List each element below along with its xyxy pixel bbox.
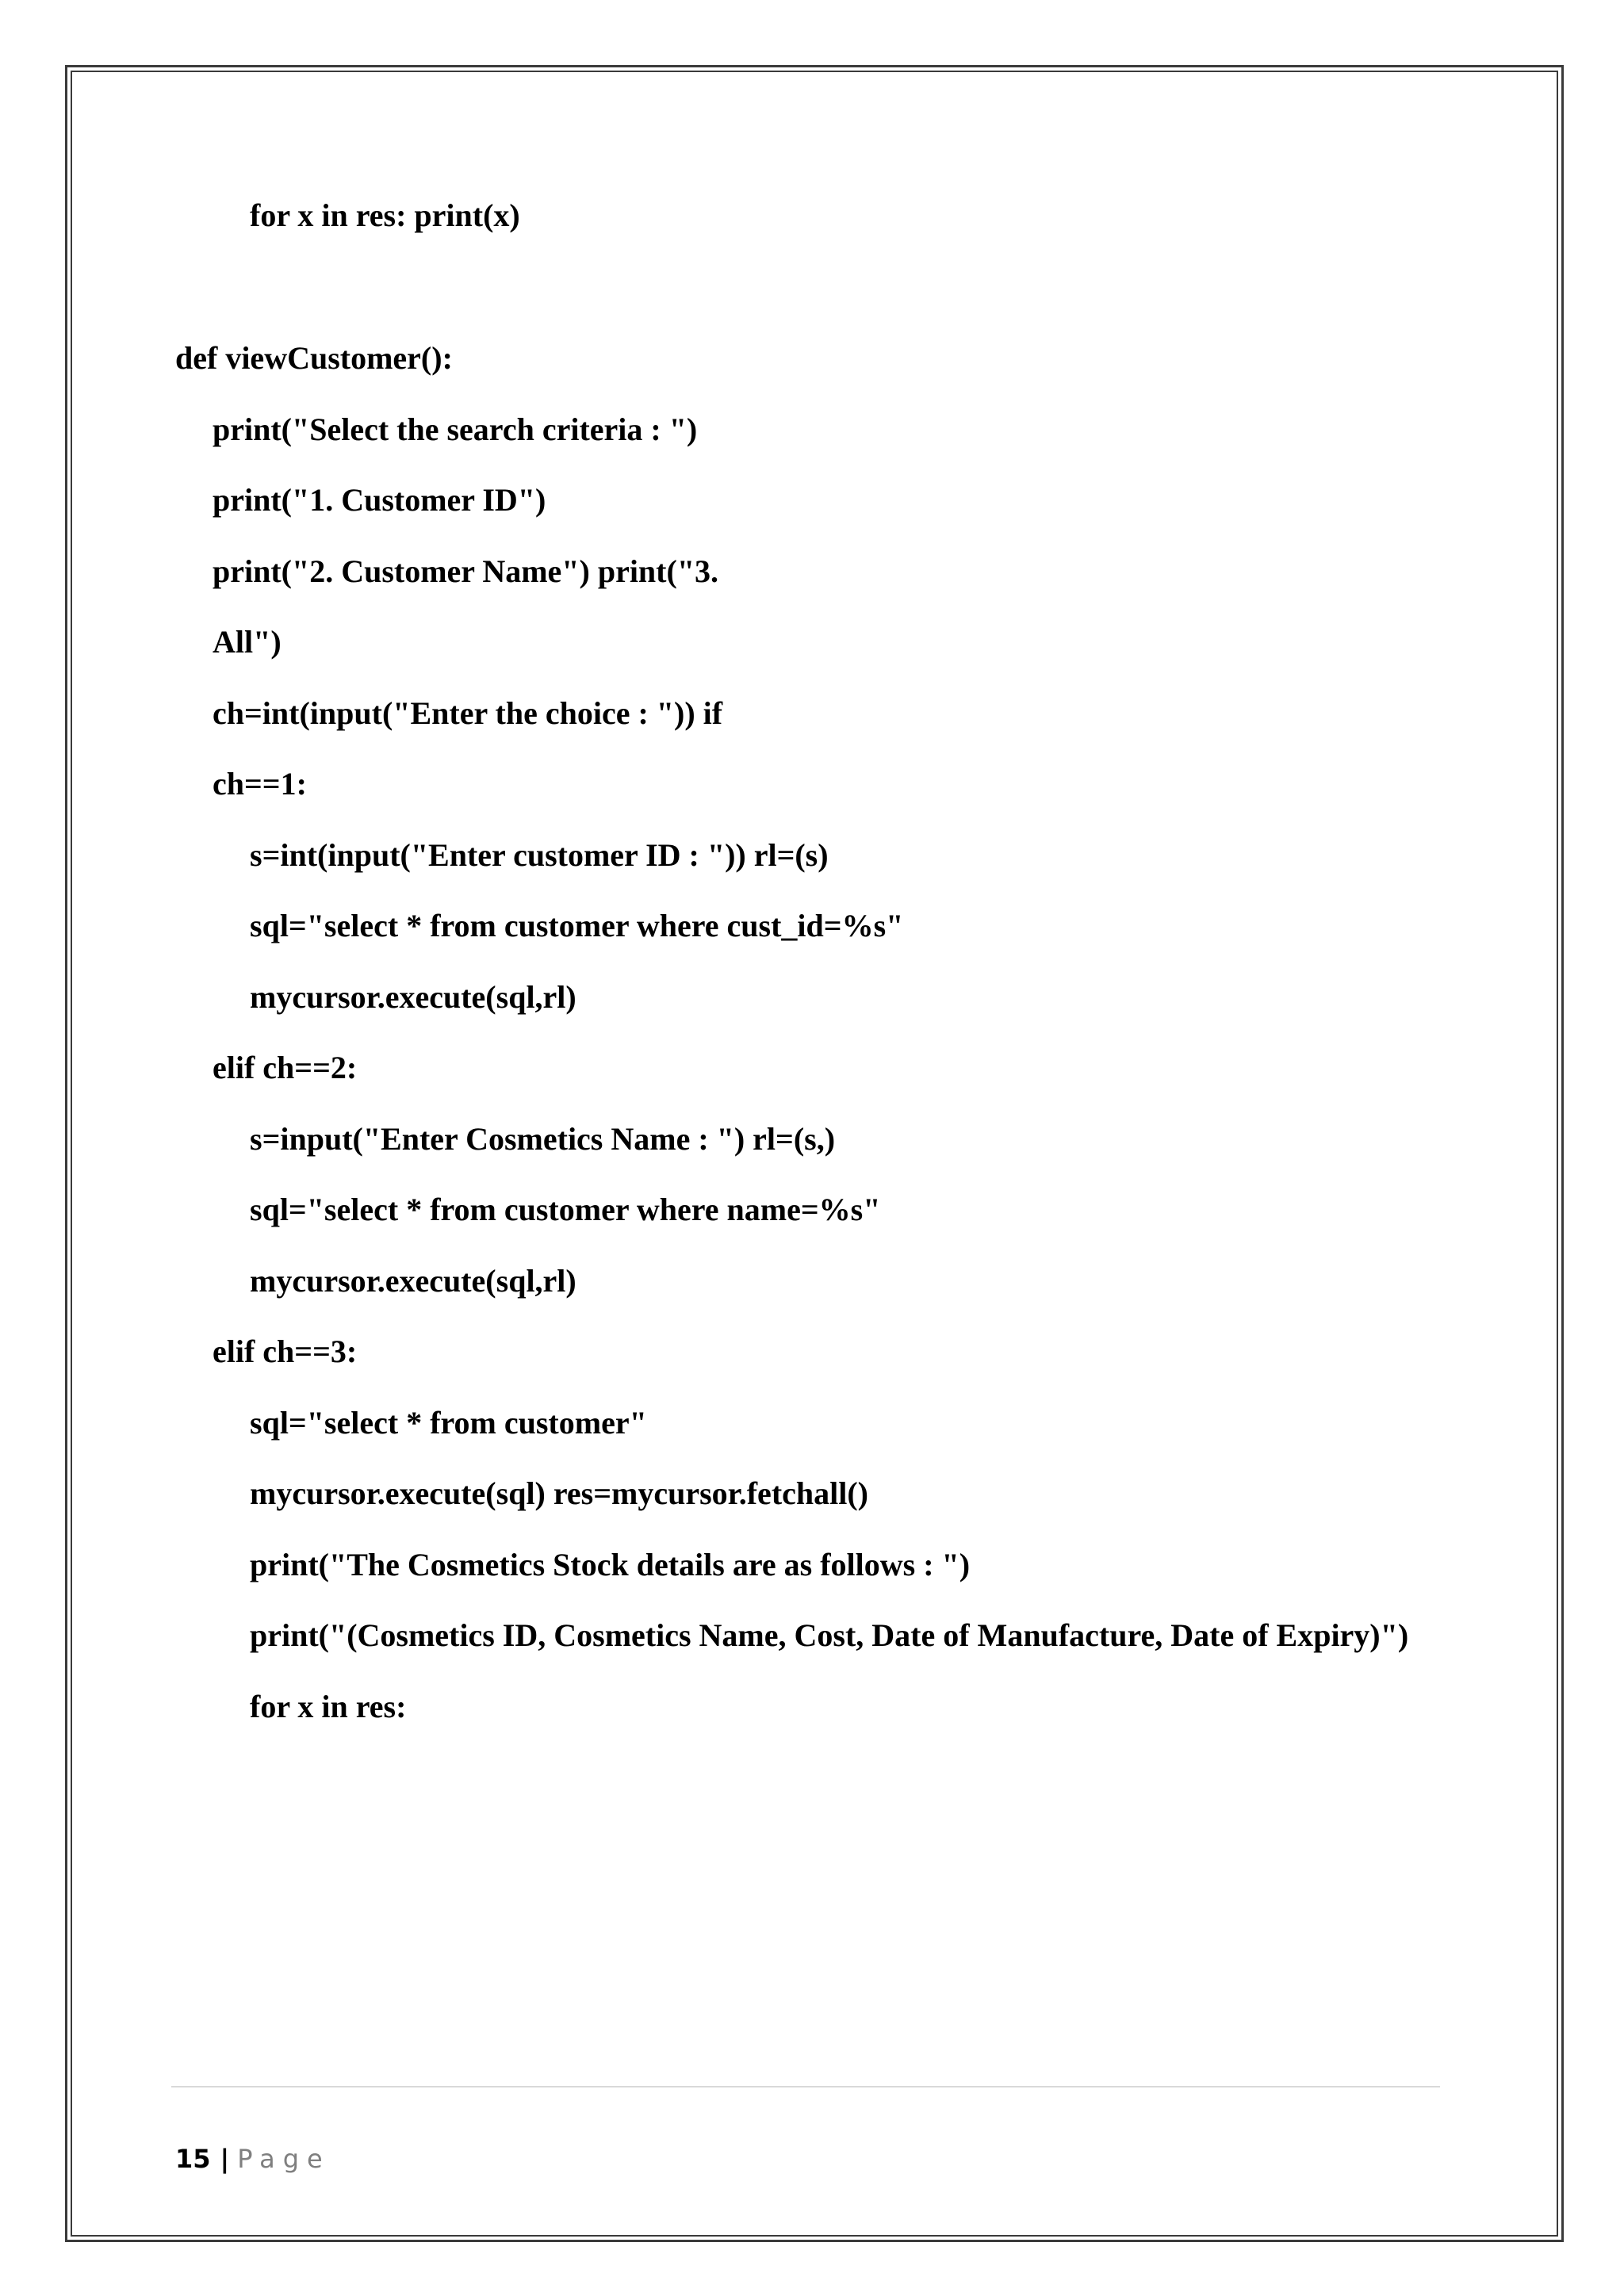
code-line: mycursor.execute(sql) res=mycursor.fetchall()	[250, 1475, 868, 1511]
code-line: ch=int(input("Enter the choice : ")) if	[213, 695, 723, 731]
code-line: print("Select the search criteria : ")	[213, 411, 698, 447]
code-line: ch==1:	[213, 766, 307, 802]
code-line: mycursor.execute(sql,rl)	[250, 1263, 576, 1299]
code-line: print("2. Customer Name") print("3.	[213, 553, 719, 589]
page-label: Page	[237, 2144, 331, 2174]
code-line: for x in res:	[250, 1689, 407, 1724]
code-line: s=int(input("Enter customer ID : ")) rl=(s)	[250, 837, 829, 873]
code-line: sql="select * from customer where name=%s"	[250, 1192, 881, 1227]
code-line: mycursor.execute(sql,rl)	[250, 979, 576, 1015]
code-line: sql="select * from customer where cust_id=%s"	[250, 908, 904, 943]
code-line: for x in res: print(x)	[250, 197, 520, 233]
code-line: s=input("Enter Cosmetics Name : ") rl=(s,)	[250, 1121, 836, 1157]
code-line: elif ch==3:	[213, 1334, 358, 1369]
code-line: print("1. Customer ID")	[213, 482, 546, 518]
code-line: def viewCustomer():	[175, 340, 453, 376]
code-line: print("The Cosmetics Stock details are as follows : ")	[250, 1547, 971, 1582]
footer-separator: |	[220, 2144, 230, 2174]
footer-rule	[171, 2086, 1440, 2087]
code-line: elif ch==2:	[213, 1050, 358, 1085]
code-line: print("(Cosmetics ID, Cosmetics Name, Cost, Date of Manufacture, Date of Expiry)")	[250, 1617, 1409, 1653]
code-line: All")	[213, 624, 282, 660]
page-footer	[175, 2143, 331, 2175]
page-number: 15	[175, 2144, 211, 2174]
code-line: sql="select * from customer"	[250, 1405, 647, 1441]
